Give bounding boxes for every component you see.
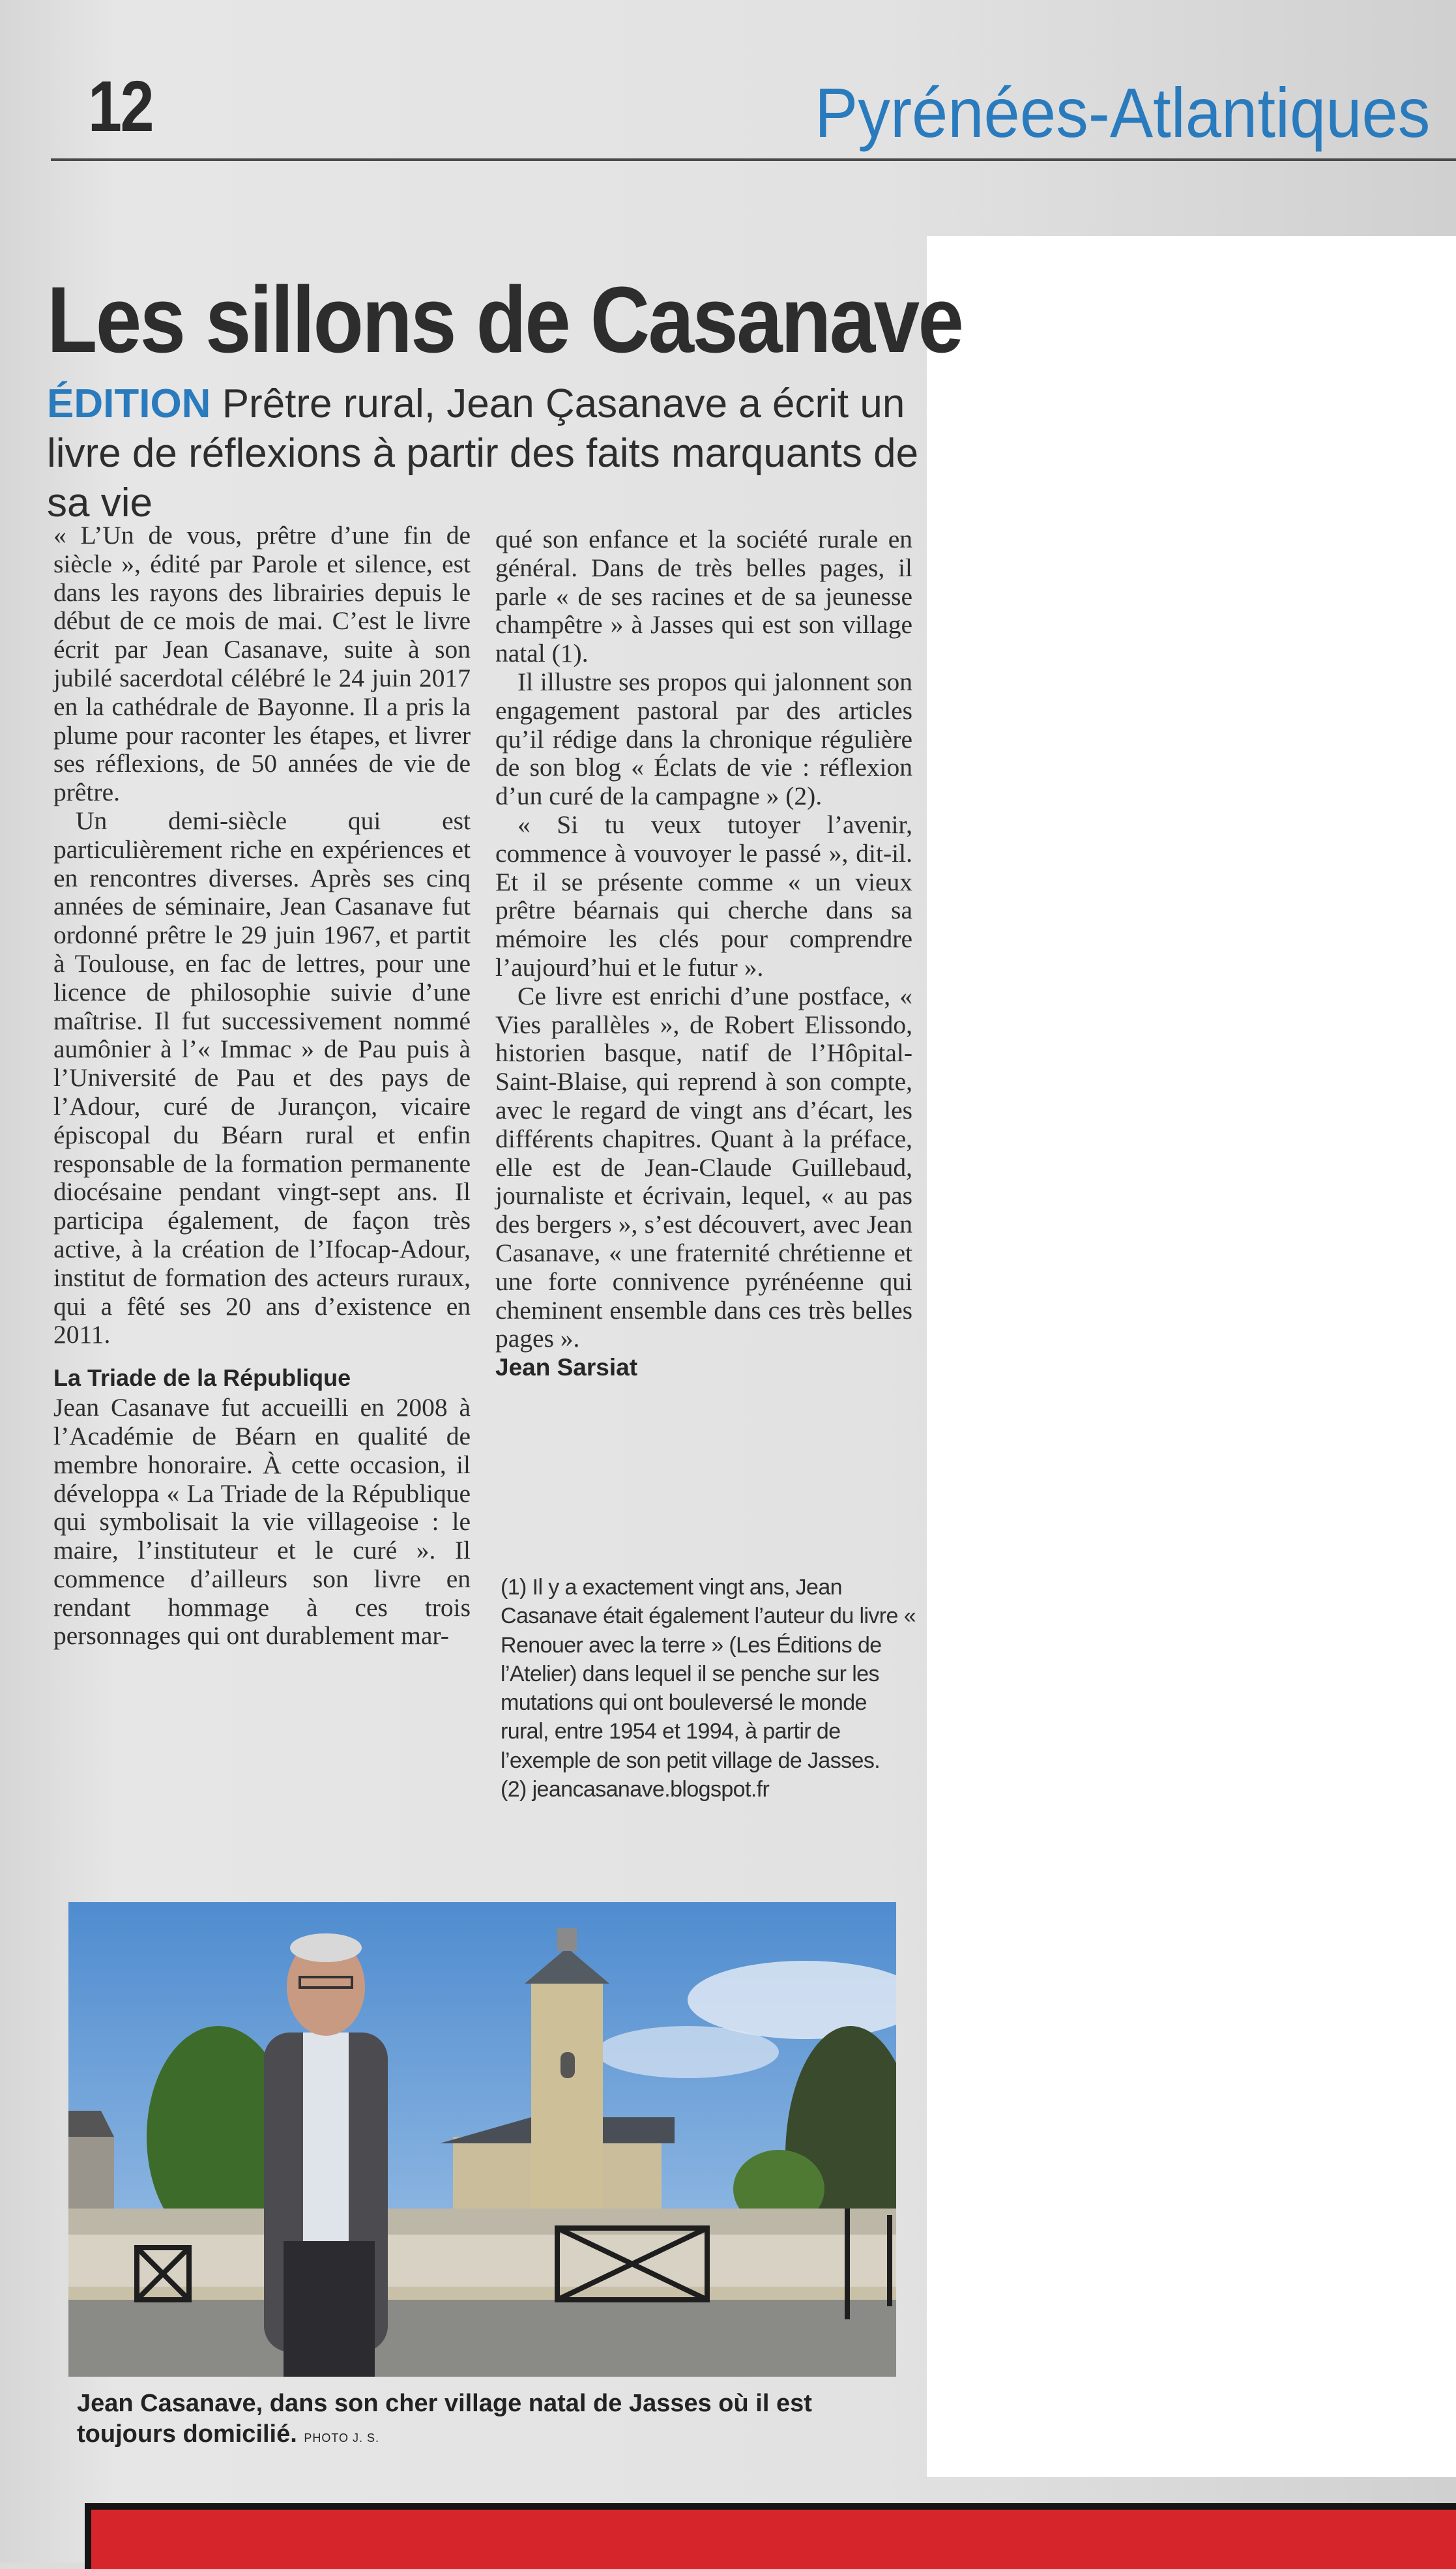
photo-caption xyxy=(77,2388,905,2454)
blank-panel xyxy=(927,236,1456,2477)
article-column-2 xyxy=(495,525,912,1382)
footnote-2: (2) jeancasanave.blogspot.fr xyxy=(501,1777,770,1802)
kicker: ÉDITION xyxy=(47,381,211,426)
paragraph: Jean Casanave fut accueilli en 2008 à l’Académie de Béarn en qualité de membre honoraire. À cette occasion, il développa « La Triade de la République qui symbolisait la vie villageoise : le maire, l’instituteur et le curé ». Il commence d’ailleurs son livre en rendant hommage à ces trois personnages qui ont durablement mar- xyxy=(53,1393,471,1651)
article-photo xyxy=(68,1902,896,2377)
page-number: 12 xyxy=(88,66,153,147)
header-rule xyxy=(51,158,1456,161)
paragraph: Il illustre ses propos qui jalonnent son engagement pastoral par des articles qu’il rédige dans la chronique régulière de son blog « Éclats de vie : réflexion d’un curé de la campagne » (2). xyxy=(495,667,912,811)
photo-credit: PHOTO J. S. xyxy=(304,2431,380,2444)
byline: Jean Sarsiat xyxy=(495,1354,638,1381)
footnote-1: (1) Il y a exactement vingt ans, Jean Casanave était également l’auteur du livre « Renouer avec la terre » (Les Éditions de l’Atelier) dans lequel il se penche sur les mutations qui ont bouleversé le monde rural, entre 1954 et 1994, à partir de l’exemple de son petit village de Jasses. xyxy=(501,1575,916,1773)
paragraph: « L’Un de vous, prêtre d’une fin de siècle », édité par Parole et silence, est dans les rayons des librairies depuis le début de ce mois de mai. C’est le livre écrit par Jean Casanave, suite à son jubilé sacerdotal célébré le 24 juin 2017 en la cathédrale de Bayonne. Il a pris la plume pour raconter les étapes, et livrer ses réflexions, de 50 années de vie de prêtre. xyxy=(53,521,471,807)
footnotes xyxy=(501,1573,918,1804)
deck-text: Prêtre rural, Jean Çasanave a écrit un livre de réflexions à partir des faits marquants de sa vie xyxy=(47,381,919,525)
deck xyxy=(47,379,920,528)
paragraph: Ce livre est enrichi d’une postface, « Vies parallèles », de Robert Elissondo, historien basque, natif de l’Hôpital-Saint-Blaise, qui reprend à son compte, avec le regard de vingt ans d’écart, les différents chapitres. Quant à la préface, elle est de Jean-Claude Guillebaud, journaliste et écrivain, lequel, « au pas des bergers », s’est découvert, avec Jean Casanave, « une fraternité chrétienne et une forte connivence pyrénéenne qui cheminent ensemble dans ces très belles pages ». xyxy=(495,981,912,1353)
subheading: La Triade de la République xyxy=(53,1364,351,1392)
paragraph: qué son enfance et la société rurale en général. Dans de très belles pages, il parle « de ses racines et de sa jeunesse champêtre » à Jasses qui est son village natal (1). xyxy=(495,525,912,668)
advertisement-strip xyxy=(85,2503,1456,2569)
paragraph: Un demi-siècle qui est particulièrement riche en expériences et en rencontres diverses. Après ses cinq années de séminaire, Jean Casanave fut ordonné prêtre le 29 juin 1967, et partit à Toulouse, en fac de lettres, pour une licence de philosophie suivie d’une maîtrise. Il fut successivement nommé aumônier à l’« Immac » de Pau puis à l’Université de Pau et des pays de l’Adour, curé de Jurançon, vicaire épiscopal du Béarn rural et enfin responsable de la formation permanente diocésaine pendant vingt-sept ans. Il participa également, de façon très active, à la création de l’Ifocap-Adour, institut de formation des acteurs ruraux, qui a fêté ses 20 ans d’existence en 2011. xyxy=(53,806,471,1349)
paragraph: « Si tu veux tutoyer l’avenir, commence à vouvoyer le passé », dit-il. Et il se présente comme « un vieux prêtre béarnais qui cherche dans sa mémoire les clés pour comprendre l’aujourd’hui et le futur ». xyxy=(495,810,912,982)
section-title: Pyrénées-Atlantiques xyxy=(815,73,1431,152)
road xyxy=(68,2287,896,2377)
article-column-1 xyxy=(53,521,471,1651)
photo-illustration xyxy=(68,1902,896,2377)
caption-text: Jean Casanave, dans son cher village natal de Jasses où il est toujours domicilié. xyxy=(77,2390,812,2448)
headline: Les sillons de Casanave xyxy=(47,267,963,372)
